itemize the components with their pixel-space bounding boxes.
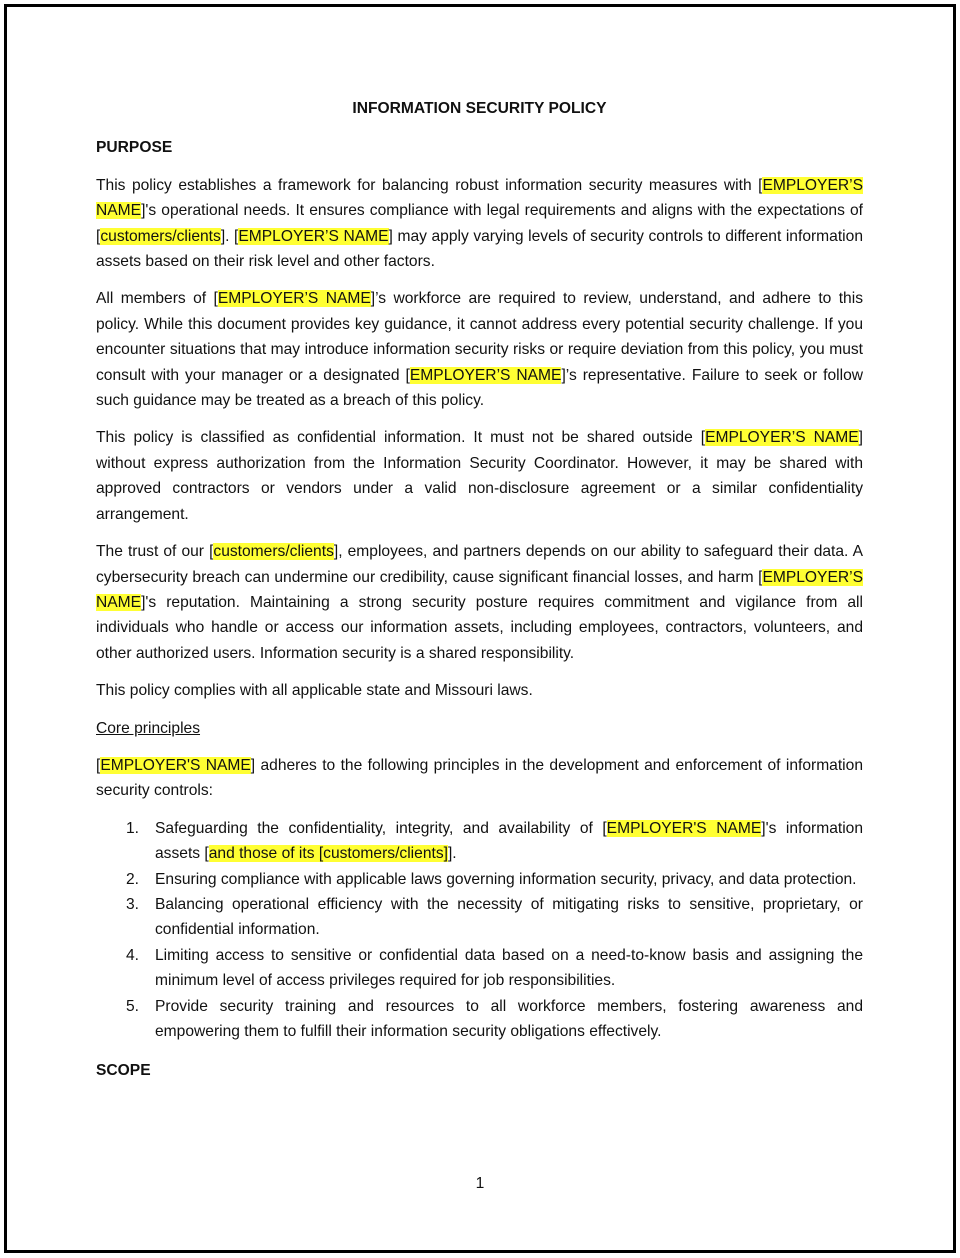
list-item-text: Provide security training and resources to all workforce members, fostering awareness and empowering them to fulfill their information security obligations effectively. bbox=[155, 997, 863, 1040]
employer-name-placeholder: EMPLOYER’S NAME bbox=[705, 429, 859, 447]
employer-name-placeholder: EMPLOYER'S NAME bbox=[606, 819, 762, 837]
scope-heading: SCOPE bbox=[96, 1062, 151, 1080]
list-item bbox=[96, 892, 863, 943]
employer-name-placeholder: EMPLOYER’S NAME bbox=[409, 366, 562, 384]
paragraph-principles-intro bbox=[96, 753, 863, 804]
document-body bbox=[96, 96, 863, 1096]
purpose-heading: PURPOSE bbox=[96, 139, 173, 157]
employer-name-placeholder: EMPLOYER’S NAME bbox=[96, 176, 863, 220]
text-run: ]. bbox=[447, 845, 457, 863]
clients-placeholder: customers/clients bbox=[100, 227, 221, 245]
list-number: 3. bbox=[126, 895, 140, 913]
text-run: ]'s reputation. Maintaining a strong security posture requires commitment and vigilance from all individuals who handle or access our information assets, including employees, contractors, volunteers, and other authorized users. Information security is a shared responsibility. bbox=[96, 593, 863, 662]
list-item-text: Ensuring compliance with applicable laws governing information security, privacy, and data protection. bbox=[155, 870, 857, 888]
page-number: 1 bbox=[475, 1175, 485, 1192]
clients-placeholder: customers/clients bbox=[213, 543, 334, 561]
bracket: [ bbox=[234, 227, 239, 245]
employer-name-placeholder: EMPLOYER’S NAME bbox=[96, 568, 863, 611]
employer-name-placeholder: EMPLOYER’S NAME bbox=[238, 227, 389, 245]
paragraph-purpose-4 bbox=[96, 539, 863, 666]
employer-name-placeholder: EMPLOYER’S NAME bbox=[217, 290, 371, 308]
list-item bbox=[96, 994, 863, 1045]
text-run: This policy is classified as confidential information. It must not be shared outside [ bbox=[96, 429, 706, 447]
paragraph-purpose-1 bbox=[96, 173, 863, 275]
list-item bbox=[96, 816, 863, 867]
text-run: ]'s operational needs. It ensures compliance with legal requirements and aligns with the expectations of bbox=[141, 202, 863, 220]
document-title: INFORMATION SECURITY POLICY bbox=[352, 100, 607, 117]
paragraph-purpose-5: This policy complies with all applicable state and Missouri laws. bbox=[96, 682, 533, 700]
list-item bbox=[96, 943, 863, 994]
text-run: ]’s representative. Failure to seek or follow such guidance may be treated as a breach of this policy. bbox=[96, 366, 863, 410]
bracket: [ bbox=[758, 176, 763, 194]
bracket: [ bbox=[96, 756, 101, 774]
list-number: 2. bbox=[126, 870, 140, 888]
paragraph-purpose-2 bbox=[96, 286, 863, 413]
text-run: ] without express authorization from the Information Security Coordinator. However, it may be shared with approved contractors or vendors under a valid non-disclosure agreement or a similar confidentiality arrangement. bbox=[96, 429, 863, 523]
text-run: The trust of our [ bbox=[96, 543, 214, 561]
bracket: [ bbox=[96, 227, 101, 245]
text-run: ], employees, and partners depends on our ability to safeguard their data. A cybersecurity breach can undermine our credibility, cause significant financial losses, and harm [ bbox=[96, 543, 863, 586]
list-number: 1. bbox=[126, 819, 140, 837]
list-item-text: Balancing operational efficiency with the necessity of mitigating risks to sensitive, proprietary, or confidential information. bbox=[155, 895, 863, 939]
clients-placeholder: and those of its [customers/clients] bbox=[208, 845, 448, 863]
list-number: 5. bbox=[126, 997, 140, 1015]
employer-name-placeholder: EMPLOYER'S NAME bbox=[100, 756, 251, 774]
list-number: 4. bbox=[126, 946, 140, 964]
list-item bbox=[96, 867, 863, 892]
paragraph-purpose-3 bbox=[96, 425, 863, 527]
principles-list bbox=[96, 816, 863, 1045]
text-run: ] may apply varying levels of security controls to different information assets based on their risk level and other factors. bbox=[96, 227, 863, 271]
text-run: ]. bbox=[220, 227, 235, 245]
text-run: All members of [ bbox=[96, 290, 218, 308]
text-run: ]'s information assets [ bbox=[155, 819, 864, 863]
text-run: This policy establishes a framework for balancing robust information security measures with bbox=[96, 176, 759, 194]
list-item-text: Limiting access to sensitive or confidential data based on a need-to-know basis and assigning the minimum level of access privileges required for job responsibilities. bbox=[155, 946, 863, 990]
core-principles-heading: Core principles bbox=[96, 719, 201, 737]
text-run: Safeguarding the confidentiality, integrity, and availability of [ bbox=[155, 819, 607, 837]
text-run: ] adheres to the following principles in the development and enforcement of information security controls: bbox=[96, 756, 863, 800]
text-run: ]’s workforce are required to review, understand, and adhere to this policy. While this document provides key guidance, it cannot address every potential security challenge. If you encounter situations that may introduce information security risks or require deviation from this policy, you must consult with your manager or a designated [ bbox=[96, 290, 863, 384]
